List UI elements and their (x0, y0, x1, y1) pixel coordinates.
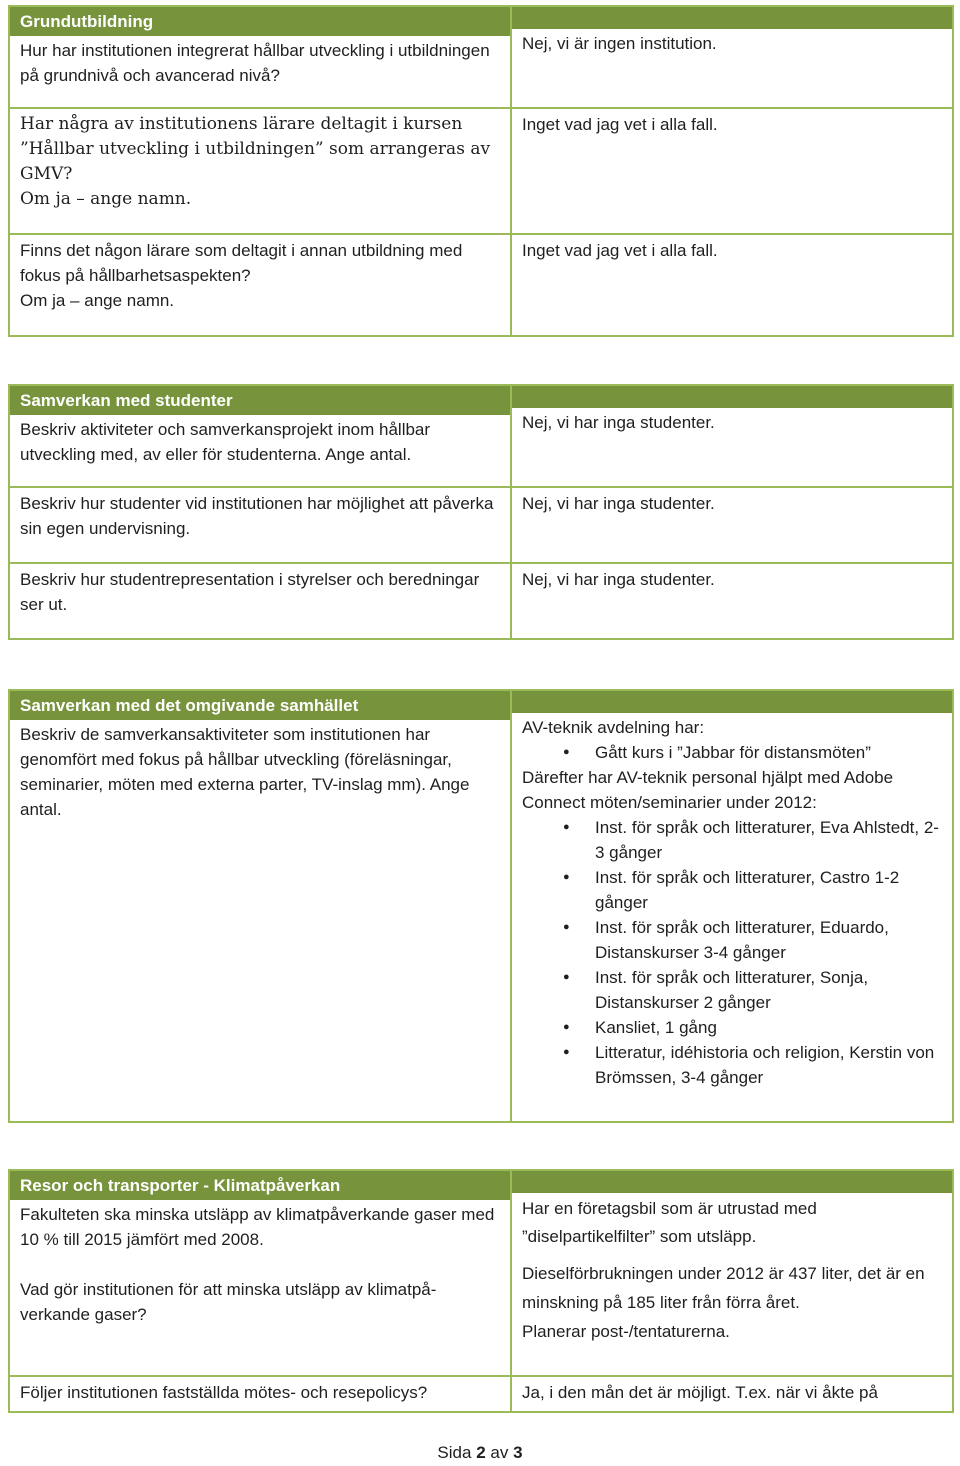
list-item-text: Gått kurs i ”Jabbar för distansmöten” (595, 743, 871, 762)
table-row (9, 385, 953, 487)
table-row (9, 6, 953, 108)
question-cell (9, 6, 511, 108)
section-header: Resor och transporter - Klimatpåverkan (10, 1171, 510, 1200)
list-item (563, 1015, 942, 1040)
answer-text: Därefter har AV-teknik personal hjälpt med Adobe Connect möten/seminarier under 2012: (522, 768, 894, 812)
table-row (9, 690, 953, 1122)
list-item-text: Inst. för språk och litteraturer, Sonja, Distanskurser 2 gånger (595, 968, 869, 1012)
section-header: Samverkan med studenter (10, 386, 510, 415)
section-header-fill (512, 7, 952, 29)
question-text: Beskriv de samverkansaktiviteter som institutionen har genomfört med fokus på hållbar utveckling (föreläsningar, seminarier, möten med externa parter, TV-inslag mm). Ange antal. (20, 725, 470, 819)
question-text: Följer institutionen fastställda mötes- och resepolicys? (20, 1383, 428, 1402)
question-text: Finns det någon lärare som deltagit i annan utbildning med fokus på hållbarhetsaspekten? (20, 241, 463, 285)
question-text: Hur har institutionen integrerat hållbar utveckling i utbildningen på grundnivå och avancerad nivå? (20, 41, 490, 85)
question-cell (9, 563, 511, 639)
answer-cell (511, 487, 953, 563)
table-row (9, 1170, 953, 1376)
bullet-icon: ● (563, 921, 570, 933)
question-text: Beskriv hur studenter vid institutionen har möjlighet att påverka sin egen undervisning. (20, 494, 494, 538)
studenter-table (8, 384, 954, 640)
table-row (9, 563, 953, 639)
question-cell (9, 690, 511, 1122)
answer-text: Nej, vi har inga studenter. (522, 494, 715, 513)
list-item-text: Inst. för språk och litteraturer, Castro 1-2 gånger (595, 868, 900, 912)
answer-cell (511, 108, 953, 234)
question-cell (9, 108, 511, 234)
list-item (563, 865, 942, 915)
list-item (563, 740, 942, 765)
answer-text: Ja, i den mån det är möjligt. T.ex. när vi åkte på (522, 1383, 878, 1402)
answer-cell (511, 385, 953, 487)
page-footer (0, 1443, 960, 1463)
table-row (9, 108, 953, 234)
question-cell (9, 487, 511, 563)
answer-text: Planerar post-/tentaturerna. (522, 1322, 730, 1341)
question-cell (9, 1170, 511, 1376)
question-text: Har några av institutionens lärare deltagit i kursen ”Hållbar utveckling i utbildningen” som arrangeras av GMV? (20, 114, 491, 184)
resor-table (8, 1169, 954, 1413)
answer-cell (511, 690, 953, 1122)
question-text: Fakulteten ska minska utsläpp av klimatpåverkande gaser med 10 % till 2015 jämfört med 2008. (20, 1205, 495, 1249)
bullet-icon: ● (563, 1021, 570, 1033)
grundutbildning-table (8, 5, 954, 337)
list-item (563, 965, 942, 1015)
table-row (9, 487, 953, 563)
question-text: Beskriv hur studentrepresentation i styrelser och beredningar ser ut. (20, 570, 480, 614)
answer-cell (511, 1170, 953, 1376)
answer-cell (511, 234, 953, 336)
list-item-text: Litteratur, idéhistoria och religion, Kerstin von Brömssen, 3-4 gånger (595, 1043, 935, 1087)
bullet-list (522, 815, 942, 1090)
answer-cell (511, 1376, 953, 1412)
answer-text: Inget vad jag vet i alla fall. (522, 241, 718, 260)
answer-text: Nej, vi har inga studenter. (522, 413, 715, 432)
footer-page-total: 3 (513, 1443, 523, 1462)
section-header-fill (512, 386, 952, 408)
list-item-text: Inst. för språk och litteraturer, Eduardo, Distanskurser 3-4 gånger (595, 918, 889, 962)
footer-page-number: 2 (476, 1443, 486, 1462)
answer-text: Inget vad jag vet i alla fall. (522, 115, 718, 134)
answer-text: Nej, vi är ingen institution. (522, 34, 717, 53)
bullet-icon: ● (563, 821, 570, 833)
answer-intro: AV-teknik avdelning har: (522, 718, 705, 737)
answer-cell (511, 6, 953, 108)
question-cell (9, 234, 511, 336)
list-item (563, 915, 942, 965)
footer-middle: av (490, 1443, 509, 1462)
list-item (563, 815, 942, 865)
question-text: Vad gör institutionen för att minska utsläpp av klimatpå-verkande gaser? (20, 1280, 437, 1324)
answer-text: Har en företagsbil som är utrustad med ”diselpartikelfilter” som utsläpp. (522, 1199, 817, 1246)
bullet-icon: ● (563, 746, 570, 758)
footer-prefix: Sida (437, 1443, 472, 1462)
question-cell (9, 385, 511, 487)
bullet-icon: ● (563, 971, 570, 983)
section-header-fill (512, 691, 952, 713)
section-header-fill (512, 1171, 952, 1193)
question-cell (9, 1376, 511, 1412)
list-item-text: Inst. för språk och litteraturer, Eva Ahlstedt, 2-3 gånger (595, 818, 939, 862)
list-item (563, 1040, 942, 1090)
question-text: Om ja – ange namn. (20, 189, 192, 209)
bullet-icon: ● (563, 871, 570, 883)
table-row (9, 1376, 953, 1412)
bullet-icon: ● (563, 1046, 570, 1058)
question-text: Om ja – ange namn. (20, 291, 175, 310)
answer-cell (511, 563, 953, 639)
bullet-list (522, 740, 942, 765)
section-header: Grundutbildning (10, 7, 510, 36)
samhallet-table (8, 689, 954, 1123)
question-text: Beskriv aktiviteter och samverkansprojekt inom hållbar utveckling med, av eller för studenterna. Ange antal. (20, 420, 431, 464)
answer-text: Nej, vi har inga studenter. (522, 570, 715, 589)
table-row (9, 234, 953, 336)
answer-text: Dieselförbrukningen under 2012 är 437 liter, det är en minskning på 185 liter från förra året. (522, 1264, 925, 1312)
list-item-text: Kansliet, 1 gång (595, 1018, 717, 1037)
section-header: Samverkan med det omgivande samhället (10, 691, 510, 720)
